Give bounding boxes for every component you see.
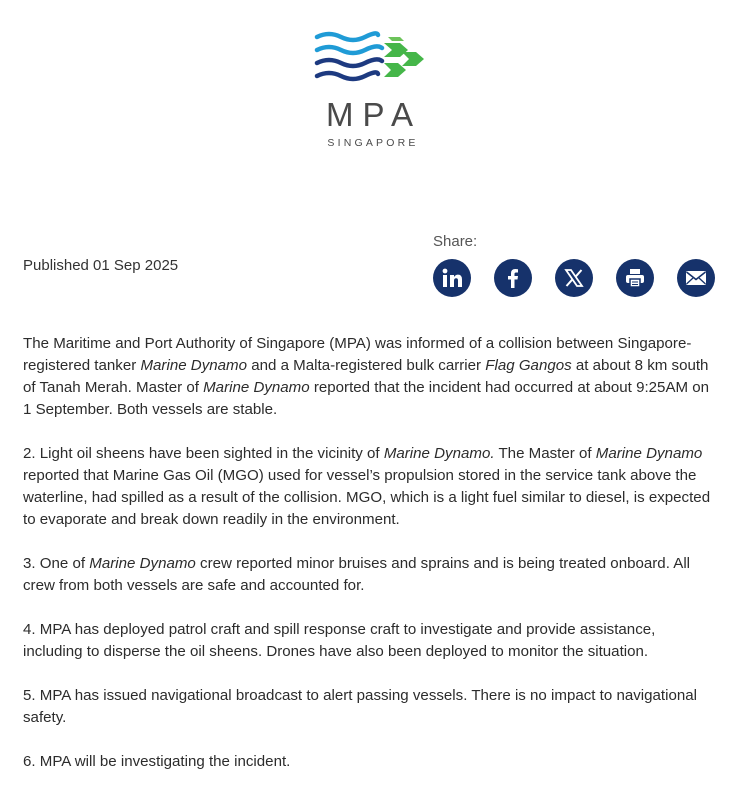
x-icon	[563, 267, 585, 289]
linkedin-icon	[441, 267, 463, 289]
share-x-button[interactable]	[555, 259, 593, 297]
logo-title: MPA	[325, 96, 423, 133]
share-facebook-button[interactable]	[494, 259, 532, 297]
published-date: Published 01 Sep 2025	[23, 257, 179, 274]
paragraph-3: 3. One of Marine Dynamo crew reported minor bruises and sprains and is being treated onboard. All crew from both vessels are safe and accounted for.	[23, 555, 691, 594]
share-linkedin-button[interactable]	[433, 259, 471, 297]
facebook-icon	[502, 267, 524, 289]
logo-subtitle: SINGAPORE	[327, 137, 419, 149]
paragraph-2: 2. Light oil sheens have been sighted in the vicinity of Marine Dynamo. The Master of Marine Dynamo reported that Marine Gas Oil (MGO) used for vessel’s propulsion stored in the service tank above the waterline, had spilled as a result of the collision. MGO, which is a light fuel similar to diesel, is expected to evaporate and break down readily in the environment.	[23, 445, 711, 528]
mpa-logo[interactable]	[312, 30, 430, 154]
email-icon	[684, 267, 708, 289]
share-print-button[interactable]	[616, 259, 654, 297]
print-icon	[624, 267, 646, 289]
paragraph-4: 4. MPA has deployed patrol craft and spill response craft to investigate and provide assistance, including to disperse the oil sheens. Drones have also been deployed to monitor the situation.	[23, 621, 656, 660]
share-email-button[interactable]	[677, 259, 715, 297]
paragraph-1: The Maritime and Port Authority of Singapore (MPA) was informed of a collision between Singapore-registered tanker Marine Dynamo and a Malta-registered bulk carrier Flag Gangos at about 8 km south of Tanah Merah. Master of Marine Dynamo reported that the incident had occurred at about 9:25AM on 1 September. Both vessels are stable.	[23, 335, 710, 418]
share-label: Share:	[433, 233, 478, 250]
share-buttons	[433, 259, 715, 297]
mpa-waves-icon	[312, 30, 430, 86]
paragraph-6: 6. MPA will be investigating the incident.	[23, 753, 291, 770]
paragraph-5: 5. MPA has issued navigational broadcast to alert passing vessels. There is no impact to navigational safety.	[23, 687, 698, 726]
article-body	[23, 333, 718, 794]
